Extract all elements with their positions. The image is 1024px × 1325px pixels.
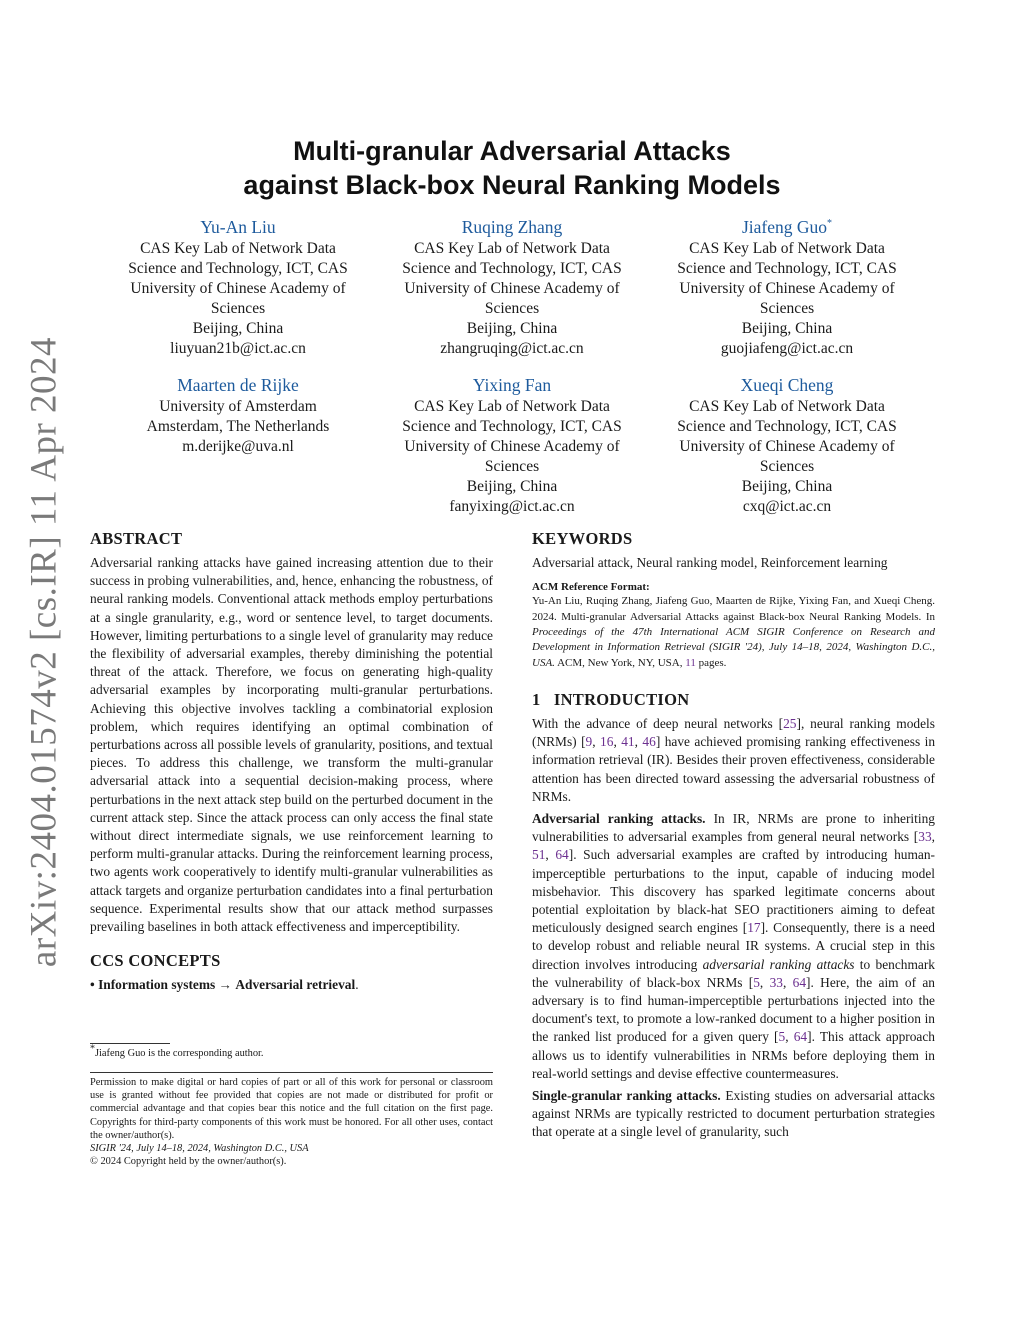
- text-run: In IR, NRMs are prone to inheriting vulnerabilities to adversarial examples from general neural networks [: [532, 810, 935, 845]
- paper-title-line2: against Black-box Neural Ranking Models: [243, 170, 781, 200]
- author-location: Beijing, China: [466, 478, 558, 495]
- citation-link[interactable]: 46: [642, 734, 656, 750]
- paragraph-lead: Adversarial ranking attacks.: [532, 810, 706, 826]
- intro-heading-text: INTRODUCTION: [553, 689, 690, 709]
- author-affiliation: CAS Key Lab of Network Data: [140, 240, 336, 257]
- citation-link[interactable]: 25: [783, 715, 797, 731]
- footnote-text: Jiafeng Guo is the corresponding author.: [95, 1048, 264, 1059]
- author-affiliation: University of Chinese Academy of: [679, 280, 895, 297]
- author-email: guojiafeng@ict.ac.cn: [720, 340, 854, 357]
- permission-rule: [90, 1072, 493, 1073]
- author-name[interactable]: Xueqi Cheng: [740, 375, 834, 395]
- text-run: ], neural ranking models (NRMs) [: [532, 715, 935, 750]
- author-name[interactable]: Ruqing Zhang: [461, 217, 563, 237]
- author-block: [377, 373, 647, 517]
- text-run: ]. Here, the aim of an adversary is to find human-imperceptible perturbations injected into the document's text, to promote a low-ranked document to a higher position in the ranked list produced for a given query [: [532, 974, 935, 1045]
- author-email: cxq@ict.ac.cn: [742, 498, 832, 515]
- citation-link[interactable]: 64: [555, 847, 569, 863]
- citation-link[interactable]: 33: [918, 829, 932, 845]
- acm-ref-pages-link[interactable]: 11: [685, 656, 696, 669]
- author-location: Beijing, China: [741, 478, 833, 495]
- author-affiliation: CAS Key Lab of Network Data: [689, 240, 885, 257]
- author-affiliation: Sciences: [759, 300, 815, 317]
- author-affiliation: Sciences: [759, 458, 815, 475]
- author-name[interactable]: Yu-An Liu: [200, 217, 276, 237]
- ccs-bullet: •: [90, 977, 95, 993]
- acm-ref-pages-word: pages.: [695, 656, 727, 669]
- citation-link[interactable]: 51: [532, 847, 546, 863]
- author-block: [103, 215, 373, 359]
- keywords-heading: KEYWORDS: [532, 529, 633, 548]
- intro-paragraph-1: With the advance of deep neural networks [25], neural ranking models (NRMs) [9, 16, 41, 46] have achieved promising ranking effectiveness in information retrieval (IR). Besides their proven effectiveness, considerable attention has been directed toward assessing the adversarial robustness of NRMs.: [532, 715, 936, 804]
- ccs-arrow: →: [218, 977, 232, 993]
- text-run: ]. Such adversarial examples are crafted by introducing human-imperceptible perturbations to the input, capable of inducing model misbehavior. This discovery has sparked legitimate concerns about potential exploitation by black-hat SEO practitioners aiming to defeat meticulously designed search engines [: [532, 847, 935, 936]
- author-affiliation: University of Chinese Academy of: [404, 280, 620, 297]
- acm-ref-proceedings: Proceedings of the 47th International ACM SIGIR Conference on Research and Development in Information Retrieval (SIGIR '24), July 14–18, 2024, Washington D.C., USA.: [532, 626, 935, 669]
- author-affiliation: Sciences: [210, 300, 266, 317]
- paper-title-line1: Multi-granular Adversarial Attacks: [293, 136, 731, 166]
- text-run: to benchmark the vulnerability of black-box NRMs [: [532, 956, 936, 990]
- emphasis: adversarial ranking attacks: [702, 956, 855, 972]
- author-location: Beijing, China: [466, 320, 558, 337]
- intro-heading-num: 1: [532, 689, 541, 709]
- citation-link[interactable]: 41: [621, 734, 635, 750]
- author-email: m.derijke@uva.nl: [182, 438, 294, 455]
- left-column: [90, 528, 493, 994]
- author-block: [377, 215, 647, 359]
- author-affiliation: Science and Technology, ICT, CAS: [402, 418, 622, 435]
- footnote-mark: *: [90, 1043, 95, 1055]
- ccs-concept: Information systems: [98, 977, 216, 993]
- author-affiliation: Science and Technology, ICT, CAS: [677, 418, 897, 435]
- author-affiliation: University of Chinese Academy of: [404, 438, 620, 455]
- citation-link[interactable]: 64: [793, 1029, 808, 1045]
- author-block: [103, 373, 373, 457]
- intro-paragraph-3: [532, 1087, 935, 1142]
- author-affiliation: University of Amsterdam: [159, 398, 317, 415]
- paragraph-lead: Single-granular ranking attacks.: [532, 1087, 721, 1103]
- keywords-text: Adversarial attack, Neural ranking model, Reinforcement learning: [532, 555, 888, 570]
- citation-link[interactable]: 9: [585, 734, 593, 750]
- citation-link[interactable]: 16: [600, 734, 614, 750]
- ccs-end: .: [355, 977, 359, 993]
- intro-paragraph-2: Adversarial ranking attacks. In IR, NRMs are prone to inheriting vulnerabilities to adversarial examples from general neural networks [33, 51, 64]. Such adversarial examples are crafted by introducing human-imperceptible perturbations to the input, capable of inducing model misbehavior. This discovery has sparked legitimate concerns about potential exploitation by black-hat SEO practitioners aiming to defeat meticulously designed search engines [17]. Consequently, there is a need to develop robust and reliable neural IR systems. A crucial step in this direction involves introducing adversarial ranking attacks to benchmark the vulnerability of black-box NRMs [5, 33, 64]. Here, the aim of an adversary is to find human-imperceptible perturbations injected into the document's text, to promote a low-ranked document to a higher position in the ranked list produced for a given query [5, 64]. This attack approach allows us to identify vulnerabilities in NRMs before deploying them in real-world settings and devise effective countermeasures.: [532, 810, 936, 1081]
- author-affiliation: Sciences: [484, 300, 540, 317]
- author-affiliation: University of Chinese Academy of: [130, 280, 346, 297]
- author-block: [652, 373, 922, 517]
- citation-link[interactable]: 64: [792, 974, 807, 990]
- author-affiliation: CAS Key Lab of Network Data: [414, 240, 610, 257]
- author-affiliation: University of Chinese Academy of: [679, 438, 895, 455]
- text-run: With the advance of deep neural networks [: [532, 715, 784, 731]
- citation-link[interactable]: 5: [753, 974, 760, 990]
- author-location: Beijing, China: [192, 320, 284, 337]
- citation-link[interactable]: 5: [778, 1029, 786, 1045]
- text-run: ]. Consequently, there is a need to develop robust and reliable neural IR systems. A crucial step in this direction involves introducing: [532, 920, 935, 972]
- author-location: Beijing, China: [741, 320, 833, 337]
- ccs-heading: CCS CONCEPTS: [90, 951, 221, 971]
- acm-ref-part1: Yu-An Liu, Ruqing Zhang, Jiafeng Guo, Maarten de Rijke, Yixing Fan, and Xueqi Cheng. 2024. Multi-granular Adversarial Attacks against Black-box Neural Ranking Models. In: [532, 595, 935, 623]
- intro-heading: [532, 689, 935, 711]
- author-affiliation: Sciences: [484, 458, 540, 475]
- author-block: [652, 215, 922, 359]
- citation-link[interactable]: 17: [747, 920, 761, 936]
- abstract-text: Adversarial ranking attacks have gained increasing attention due to their success in probing vulnerabilities, and, hence, enhancing the robustness, of neural ranking models. Conventional attack methods employ perturbations at a single granularity, e.g., word or sentence level, to target documents. However, limiting perturbations to a single level of granularity may reduce the flexibility of adversarial examples, thereby diminishing the potential threat of the attack. Therefore, we focus on generating high-quality adversarial examples by incorporating multi-granular perturbations. Achieving this objective involves tackling a combinatorial explosion problem, which requires identifying an optimal combination of perturbations across all possible levels of granularity, positions, and textual pieces. To address this challenge, we transform the multi-granular adversarial attack into a sequential decision-making process, where perturbations in the next attack step build on the perturbed document in the current attack step. Since the attack process can only access the final state without direct intermediate signals, we use reinforcement learning to perform multi-granular attacks. During the reinforcement learning process, two agents work cooperatively to identify multi-granular vulnerabilities as attack targets and organize perturbation candidates into a final perturbation sequence. Experimental results show that our attack method surpasses prevailing baselines in both attack effectiveness and imperceptibility.: [90, 555, 493, 935]
- footnote: [90, 1043, 493, 1060]
- text-run: ]. This attack approach allows us to identify vulnerabilities in NRMs before deploying them in real-world settings and devise effective countermeasures.: [532, 1029, 936, 1081]
- corresponding-mark: *: [827, 218, 833, 230]
- permission-text: Permission to make digital or hard copies of part or all of this work for personal or classroom use is granted without fee provided that copies are not made or distributed for profit or commercial advantage and that copies bear this notice and the full citation on the first page. Copyrights for third-party components of this work must be honored. For all other uses, contact the owner/author(s).: [90, 1077, 493, 1141]
- venue-line: SIGIR '24, July 14–18, 2024, Washington D.C., USA: [90, 1143, 309, 1155]
- footnote-rule: [90, 1043, 170, 1044]
- copyright-line: © 2024 Copyright held by the owner/author(s).: [90, 1156, 287, 1168]
- ccs-concept-line: [90, 976, 493, 994]
- text-run: Existing studies on adversarial attacks against NRMs are typically restricted to document perturbation strategies that operate at a single level of granularity, such: [532, 1087, 935, 1140]
- author-affiliation: CAS Key Lab of Network Data: [414, 398, 610, 415]
- author-location: Amsterdam, The Netherlands: [146, 418, 330, 435]
- author-name[interactable]: Jiafeng Guo: [741, 217, 828, 237]
- author-email: fanyixing@ict.ac.cn: [449, 498, 575, 515]
- author-affiliation: Science and Technology, ICT, CAS: [128, 260, 348, 277]
- author-affiliation: CAS Key Lab of Network Data: [689, 398, 885, 415]
- text-run: ] have achieved promising ranking effectiveness in information retrieval (IR). Besides their proven effectiveness, considerable attention has been directed toward assessing the adversarial robustness of NRMs.: [532, 734, 936, 804]
- acm-ref-text: [532, 594, 935, 670]
- arxiv-stamp-text: arXiv:2404.01574v2 [cs.IR] 11 Apr 2024: [23, 336, 65, 968]
- author-name[interactable]: Maarten de Rijke: [177, 375, 299, 395]
- author-affiliation: Science and Technology, ICT, CAS: [677, 260, 897, 277]
- right-column: [532, 528, 935, 1142]
- acm-ref-heading: ACM Reference Format:: [532, 581, 650, 594]
- permission-block: [90, 1076, 493, 1168]
- abstract-heading: ABSTRACT: [90, 529, 183, 548]
- author-name[interactable]: Yixing Fan: [472, 375, 552, 395]
- arxiv-stamp: [23, 336, 65, 968]
- author-name-line: [652, 215, 922, 239]
- author-affiliation: Science and Technology, ICT, CAS: [402, 260, 622, 277]
- acm-ref-part2: ACM, New York, NY, USA,: [554, 656, 686, 669]
- author-email: liuyuan21b@ict.ac.cn: [170, 340, 306, 357]
- author-email: zhangruqing@ict.ac.cn: [440, 340, 584, 357]
- ccs-subconcept: Adversarial retrieval: [235, 977, 356, 993]
- citation-link[interactable]: 33: [769, 974, 783, 990]
